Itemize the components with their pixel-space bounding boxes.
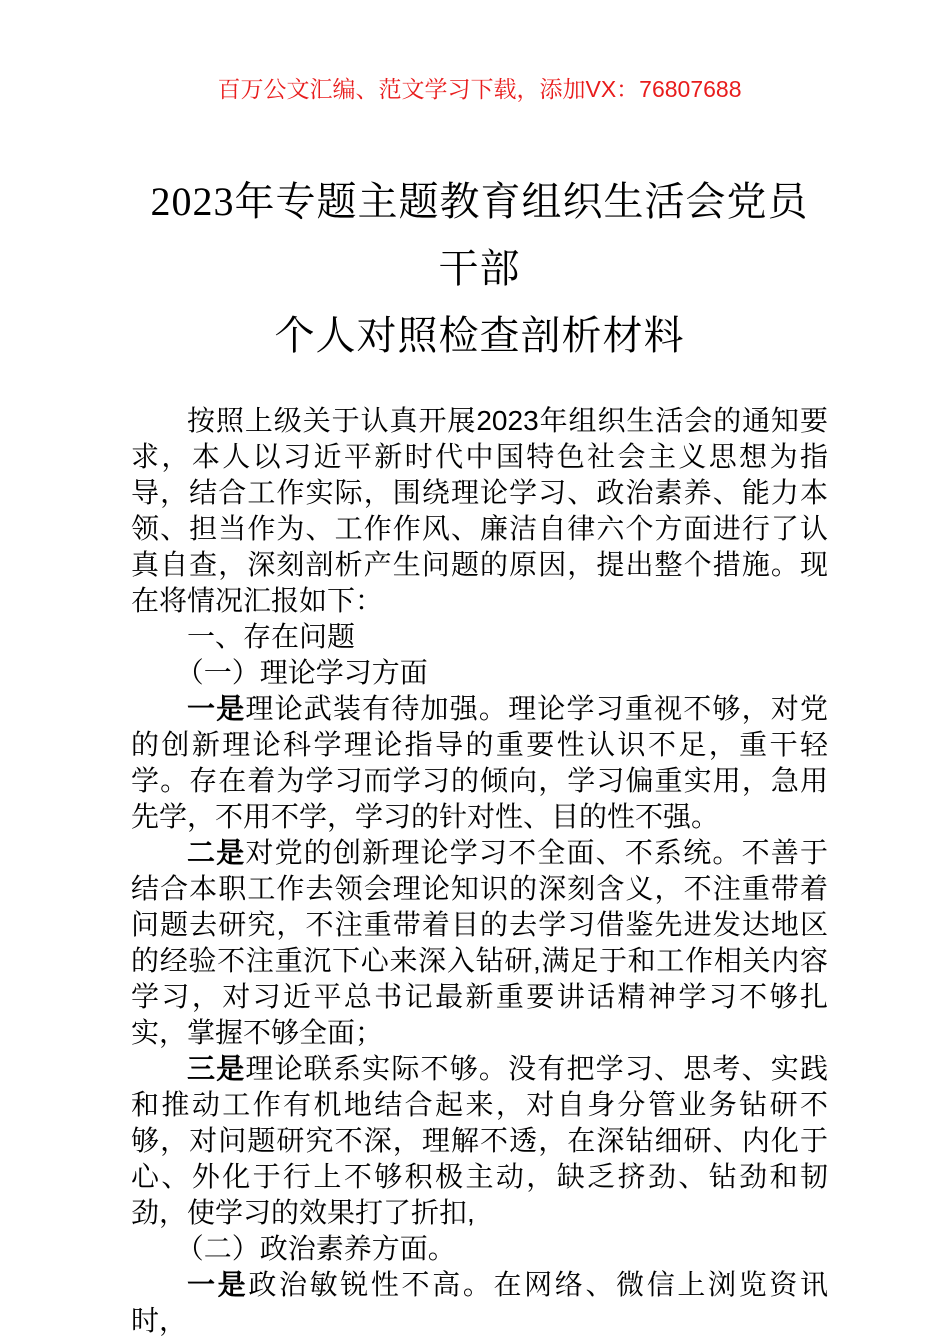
paragraph-text: 一、存在问题	[187, 621, 356, 652]
paragraph-text: （一）理论学习方面	[175, 657, 428, 688]
document-title	[131, 168, 828, 369]
point-4-paragraph	[131, 1267, 828, 1339]
paragraph-lead: 一是	[187, 1269, 249, 1300]
point-2-paragraph	[131, 835, 828, 1051]
paragraph-text: 对党的创新理论学习不全面、不系统。不善于结合本职工作去领会理论知识的深刻含义，不注重带着问题去研究，不注重带着目的去学习借鉴先进发达地区的经验不注重沉下心来深入钻研,满足于和工作相关内容学习，对习近平总书记最新重要讲话精神学习不够扎实，掌握不够全面；	[131, 837, 828, 1048]
paragraph-text: 理论武装有待加强。理论学习重视不够，对党的创新理论科学理论指导的重要性认识不足，重干轻学。存在着为学习而学习的倾向，学习偏重实用，急用先学，不用不学，学习的针对性、目的性不强。	[131, 693, 828, 832]
paragraph-lead: 一是	[187, 693, 246, 724]
document-title-line-2: 个人对照检查剖析材料	[274, 313, 685, 358]
paragraph-text: 理论联系实际不够。没有把学习、思考、实践和推动工作有机地结合起来，对自身分管业务钻研不够，对问题研究不深，理解不透，在深钻细研、内化于心、外化于行上不够积极主动，缺乏挤劲、钻劲和韧劲，使学习的效果打了折扣,	[131, 1053, 828, 1228]
paragraph-lead: 三是	[187, 1053, 246, 1084]
paragraph-text: （二）政治素养方面。	[175, 1233, 456, 1264]
subsection-1-heading	[131, 655, 828, 691]
point-1-paragraph	[131, 691, 828, 835]
paragraph-text: 政治敏锐性不高。在网络、微信上浏览资讯时，	[131, 1269, 828, 1336]
document-body	[131, 403, 828, 1339]
header-watermark-note: 百万公文汇编、范文学习下载，添加VX：76807688	[217, 76, 742, 102]
opening-paragraph	[131, 403, 828, 619]
section-1-heading	[131, 619, 828, 655]
document-title-line-1: 2023年专题主题教育组织生活会党员干部	[150, 179, 809, 291]
subsection-2-heading	[131, 1231, 828, 1267]
point-3-paragraph	[131, 1051, 828, 1231]
paragraph-text: 按照上级关于认真开展2023年组织生活会的通知要求，本人以习近平新时代中国特色社会主义思想为指导，结合工作实际，围绕理论学习、政治素养、能力本领、担当作为、工作作风、廉洁自律六个方面进行了认真自查，深刻剖析产生问题的原因，提出整个措施。现在将情况汇报如下：	[131, 405, 828, 616]
paragraph-lead: 二是	[187, 837, 246, 868]
